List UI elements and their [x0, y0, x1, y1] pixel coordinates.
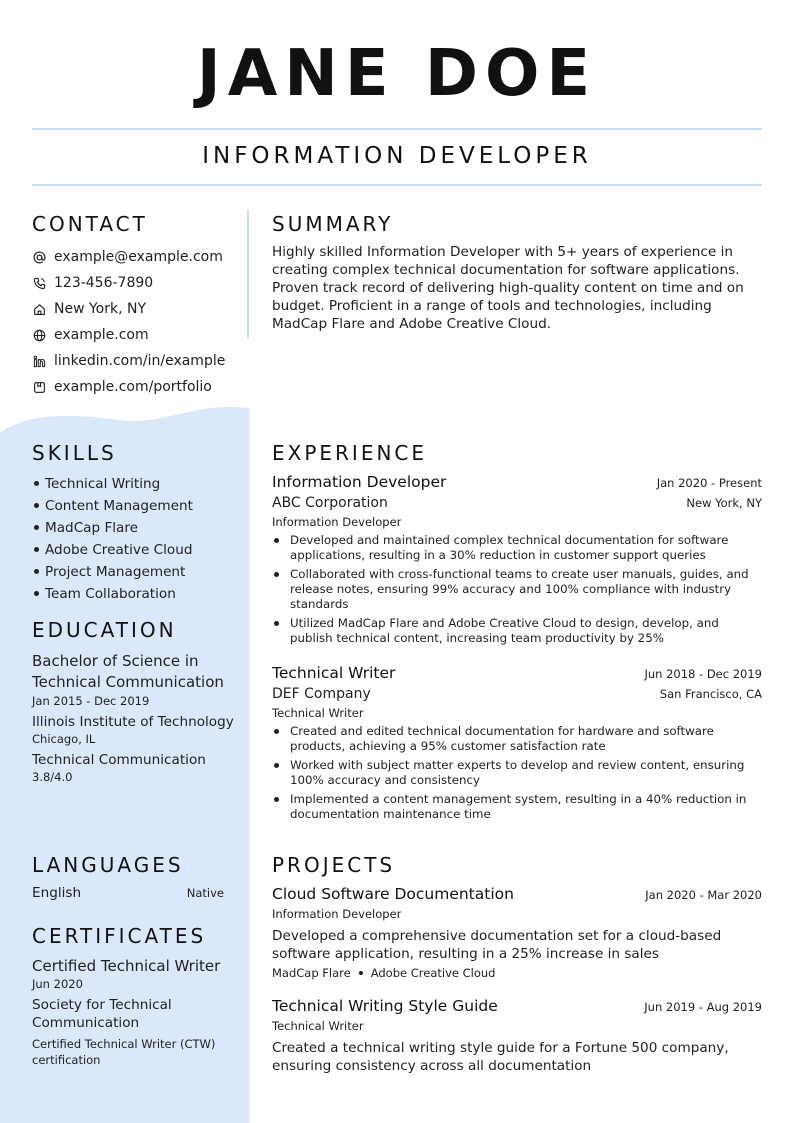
- experience-heading: EXPERIENCE: [272, 441, 428, 465]
- contact-phone-text: 123-456-7890: [54, 275, 154, 291]
- skills-section: [32, 441, 232, 605]
- bullet-dot: [274, 572, 279, 577]
- linkedin-icon: [32, 354, 46, 368]
- job-dates: Jan 2020 - Present: [656, 476, 762, 490]
- project-title: Cloud Software Documentation: [272, 885, 514, 903]
- contact-location-text: New York, NY: [54, 301, 147, 317]
- skill-item: [32, 495, 232, 517]
- skill-label: Team Collaboration: [45, 586, 176, 602]
- job-bullet-text: Collaborated with cross-functional teams to create user manuals, guides, and release notes, ensuring 99% accuracy and 100% compliance with industry standards: [290, 567, 749, 611]
- bullet-dot: [34, 591, 39, 596]
- summary-section: [272, 212, 762, 333]
- job-company-row: [272, 493, 762, 513]
- education-gpa: 3.8/4.0: [32, 770, 73, 784]
- job-location: New York, NY: [686, 496, 762, 510]
- bullet-dot: [274, 729, 279, 734]
- projects-section: [272, 853, 762, 1075]
- bullet-dot: [274, 797, 279, 802]
- education-dates: Jan 2015 - Dec 2019: [32, 694, 150, 708]
- skill-item: [32, 583, 232, 605]
- education-school: Illinois Institute of Technology: [32, 714, 234, 730]
- column-divider: [247, 210, 249, 338]
- certificates-heading: CERTIFICATES: [32, 924, 207, 948]
- job-bullet-text: Worked with subject matter experts to develop and review content, ensuring 100% accuracy and consistency: [290, 758, 745, 787]
- summary-heading: SUMMARY: [272, 212, 394, 236]
- skill-label: MadCap Flare: [45, 520, 139, 536]
- certificate-name: Certified Technical Writer: [32, 957, 221, 975]
- contact-linkedin[interactable]: [32, 348, 232, 374]
- job-bullet: [272, 792, 762, 822]
- skill-label: Adobe Creative Cloud: [45, 542, 193, 558]
- bullet-dot: [34, 569, 39, 574]
- phone-icon: [32, 276, 46, 290]
- home-icon: [32, 302, 46, 316]
- project-description: Created a technical writing style guide for a Fortune 500 company, ensuring consistency across all documentation: [272, 1040, 729, 1074]
- job-entry: [272, 662, 762, 822]
- job-company: ABC Corporation: [272, 495, 388, 511]
- job-dates: Jun 2018 - Dec 2019: [644, 667, 762, 681]
- project-entry: [272, 995, 762, 1075]
- header-rule-top: [32, 128, 762, 130]
- project-role: Technical Writer: [272, 1019, 364, 1033]
- project-role: Information Developer: [272, 907, 402, 921]
- certificate-date: Jun 2020: [32, 977, 83, 991]
- contact-linkedin-text: linkedin.com/in/example: [54, 353, 226, 369]
- job-title: Technical Writer: [272, 664, 396, 682]
- job-role: Information Developer: [272, 515, 402, 529]
- project-tags: [272, 965, 762, 981]
- contact-heading: CONTACT: [32, 212, 148, 236]
- language-item: [32, 885, 224, 901]
- contact-email-text: example@example.com: [54, 249, 223, 265]
- job-bullet-text: Developed and maintained complex technical documentation for software applications, resulting in a 30% reduction in customer support queries: [290, 533, 729, 562]
- job-company-row: [272, 684, 762, 704]
- bullet-dot: [274, 538, 279, 543]
- job-title-row: [272, 471, 762, 493]
- skill-item: [32, 473, 232, 495]
- job-role: Technical Writer: [272, 706, 364, 720]
- skills-list: [32, 473, 232, 605]
- project-title-row: [272, 995, 762, 1017]
- contact-website[interactable]: [32, 322, 232, 348]
- education-location: Chicago, IL: [32, 732, 96, 746]
- project-description: Developed a comprehensive documentation set for a cloud-based software application, resulting in a 25% increase in sales: [272, 928, 722, 962]
- job-bullet: [272, 567, 762, 612]
- skill-label: Content Management: [45, 498, 193, 514]
- bullet-dot: [274, 621, 279, 626]
- bullet-dot: [34, 481, 39, 486]
- candidate-title: INFORMATION DEVELOPER: [202, 143, 592, 169]
- contact-website-text: example.com: [54, 327, 149, 343]
- candidate-name: JANE DOE: [196, 37, 598, 111]
- job-bullet: [272, 533, 762, 563]
- project-dates: Jan 2020 - Mar 2020: [645, 888, 762, 902]
- language-level: Native: [186, 886, 224, 900]
- contact-phone[interactable]: [32, 270, 232, 296]
- projects-heading: PROJECTS: [272, 853, 396, 877]
- bullet-dot: [34, 525, 39, 530]
- project-dates: Jun 2019 - Aug 2019: [644, 1000, 762, 1014]
- contact-portfolio-text: example.com/portfolio: [54, 379, 212, 395]
- experience-section: [272, 441, 762, 826]
- job-bullets: [272, 724, 762, 822]
- job-bullet: [272, 758, 762, 788]
- job-bullet: [272, 724, 762, 754]
- contact-list: [32, 244, 232, 400]
- contact-email[interactable]: [32, 244, 232, 270]
- skill-label: Project Management: [45, 564, 186, 580]
- education-heading: EDUCATION: [32, 618, 177, 642]
- contact-section: [32, 212, 232, 400]
- certificate-detail: Certified Technical Writer (CTW) certification: [32, 1037, 216, 1067]
- certificates-section: [32, 924, 232, 1068]
- project-title-row: [272, 883, 762, 905]
- project-title: Technical Writing Style Guide: [272, 997, 498, 1015]
- tag-separator-dot: [359, 971, 363, 975]
- project-entry: [272, 883, 762, 981]
- job-bullet: [272, 616, 762, 646]
- header-rule-bottom: [32, 184, 762, 186]
- skill-item: [32, 539, 232, 561]
- education-section: [32, 618, 237, 785]
- certificate-org: Society for Technical Communication: [32, 997, 172, 1031]
- portfolio-icon: [32, 380, 46, 394]
- skill-item: [32, 517, 232, 539]
- job-company: DEF Company: [272, 686, 371, 702]
- languages-section: [32, 853, 232, 901]
- skill-item: [32, 561, 232, 583]
- job-bullet-text: Implemented a content management system, resulting in a 40% reduction in documentation maintenance time: [290, 792, 747, 821]
- job-entry: [272, 471, 762, 646]
- bullet-dot: [34, 503, 39, 508]
- contact-portfolio[interactable]: [32, 374, 232, 400]
- project-tag: MadCap Flare: [272, 966, 351, 980]
- job-location: San Francisco, CA: [659, 687, 762, 701]
- languages-heading: LANGUAGES: [32, 853, 184, 877]
- at-icon: [32, 250, 46, 264]
- globe-icon: [32, 328, 46, 342]
- job-bullets: [272, 533, 762, 646]
- skills-heading: SKILLS: [32, 441, 117, 465]
- project-tag: Adobe Creative Cloud: [370, 966, 496, 980]
- skill-label: Technical Writing: [45, 476, 161, 492]
- job-title-row: [272, 662, 762, 684]
- job-bullet-text: Created and edited technical documentation for hardware and software products, achieving a 95% customer satisfaction rate: [290, 724, 714, 753]
- bullet-dot: [274, 763, 279, 768]
- education-field: Technical Communication: [32, 752, 206, 768]
- job-bullet-text: Utilized MadCap Flare and Adobe Creative Cloud to design, develop, and publish technical content, increasing team productivity by 25%: [290, 616, 719, 645]
- job-title: Information Developer: [272, 473, 447, 491]
- summary-text: Highly skilled Information Developer with 5+ years of experience in creating complex technical documentation for software applications. Proven track record of delivering high-quality content on time and on budget. Proficient in a range of tools and technologies, including MadCap Flare and Adobe Creative Cloud.: [272, 244, 744, 332]
- bullet-dot: [34, 547, 39, 552]
- education-degree: Bachelor of Science in Technical Communication: [32, 652, 224, 691]
- contact-location: [32, 296, 232, 322]
- language-name: English: [32, 885, 82, 901]
